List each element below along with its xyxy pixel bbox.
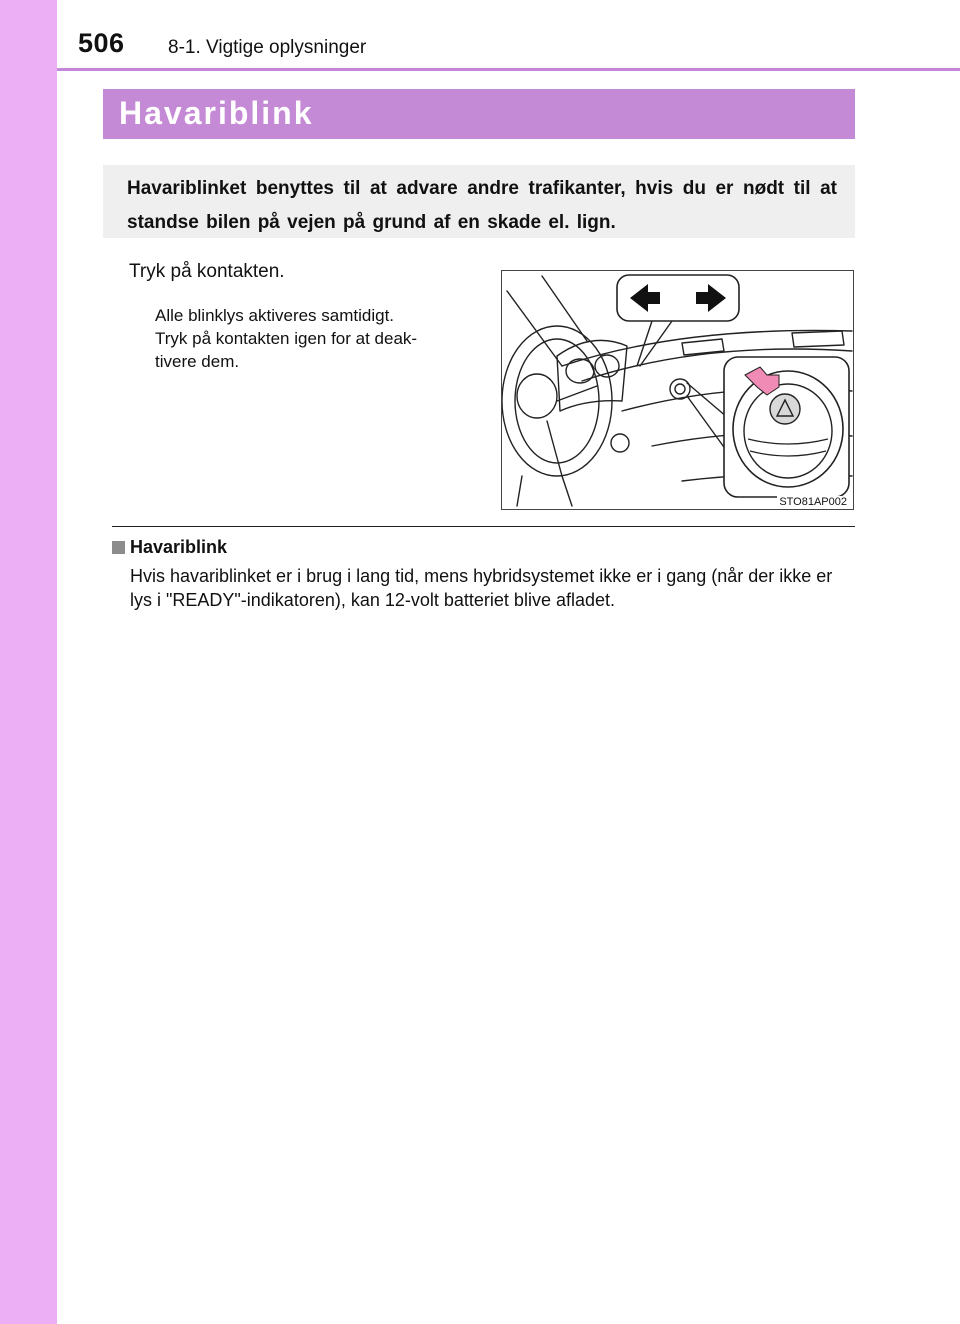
ignition-button [611,434,629,452]
step-note-line: Alle blinklys aktiveres samtidigt. [155,306,395,325]
side-tab [0,0,57,1324]
section-divider [112,526,855,527]
step-note-line: tivere dem. [155,352,240,371]
column-line-2 [562,476,572,506]
steering-wheel-hub [517,374,557,418]
page-title: Havariblink [119,95,314,131]
steering-wheel-spoke [557,386,597,401]
windshield-pillar-line-2 [542,276,587,341]
dashboard-drawing [502,271,853,509]
note-body: Hvis havariblinket er i brug i lang tid, mens hybridsystemet ikke er i gang (når der ikke er lys i "READY"-indikatoren), kan 12-volt batteriet blive afladet. [130,566,833,610]
vent-right [792,331,844,347]
column-line [517,476,522,506]
hazard-switch-illustration [501,270,854,510]
header-rule [57,68,960,71]
figure-code: STO81AP002 [779,496,847,508]
title-bar [103,89,855,139]
windshield-pillar-line [507,291,562,366]
square-bullet-icon [112,541,125,554]
note-title: Havariblink [130,537,228,557]
steering-wheel-spoke-2 [547,421,562,476]
step-instruction: Tryk på kontakten. [129,261,285,282]
page-number: 506 [78,28,125,58]
step-note-line: Tryk på kontakten igen for at deak- [155,329,418,348]
intro-box [103,165,855,238]
section-header: 8-1. Vigtige oplysninger [168,37,367,58]
step-note [155,304,475,373]
intro-text: Havariblinket benyttes til at advare andre trafikanter, hvis du er nødt til at standse bilen på vejen på grund af en skade el. lign. [127,178,837,233]
